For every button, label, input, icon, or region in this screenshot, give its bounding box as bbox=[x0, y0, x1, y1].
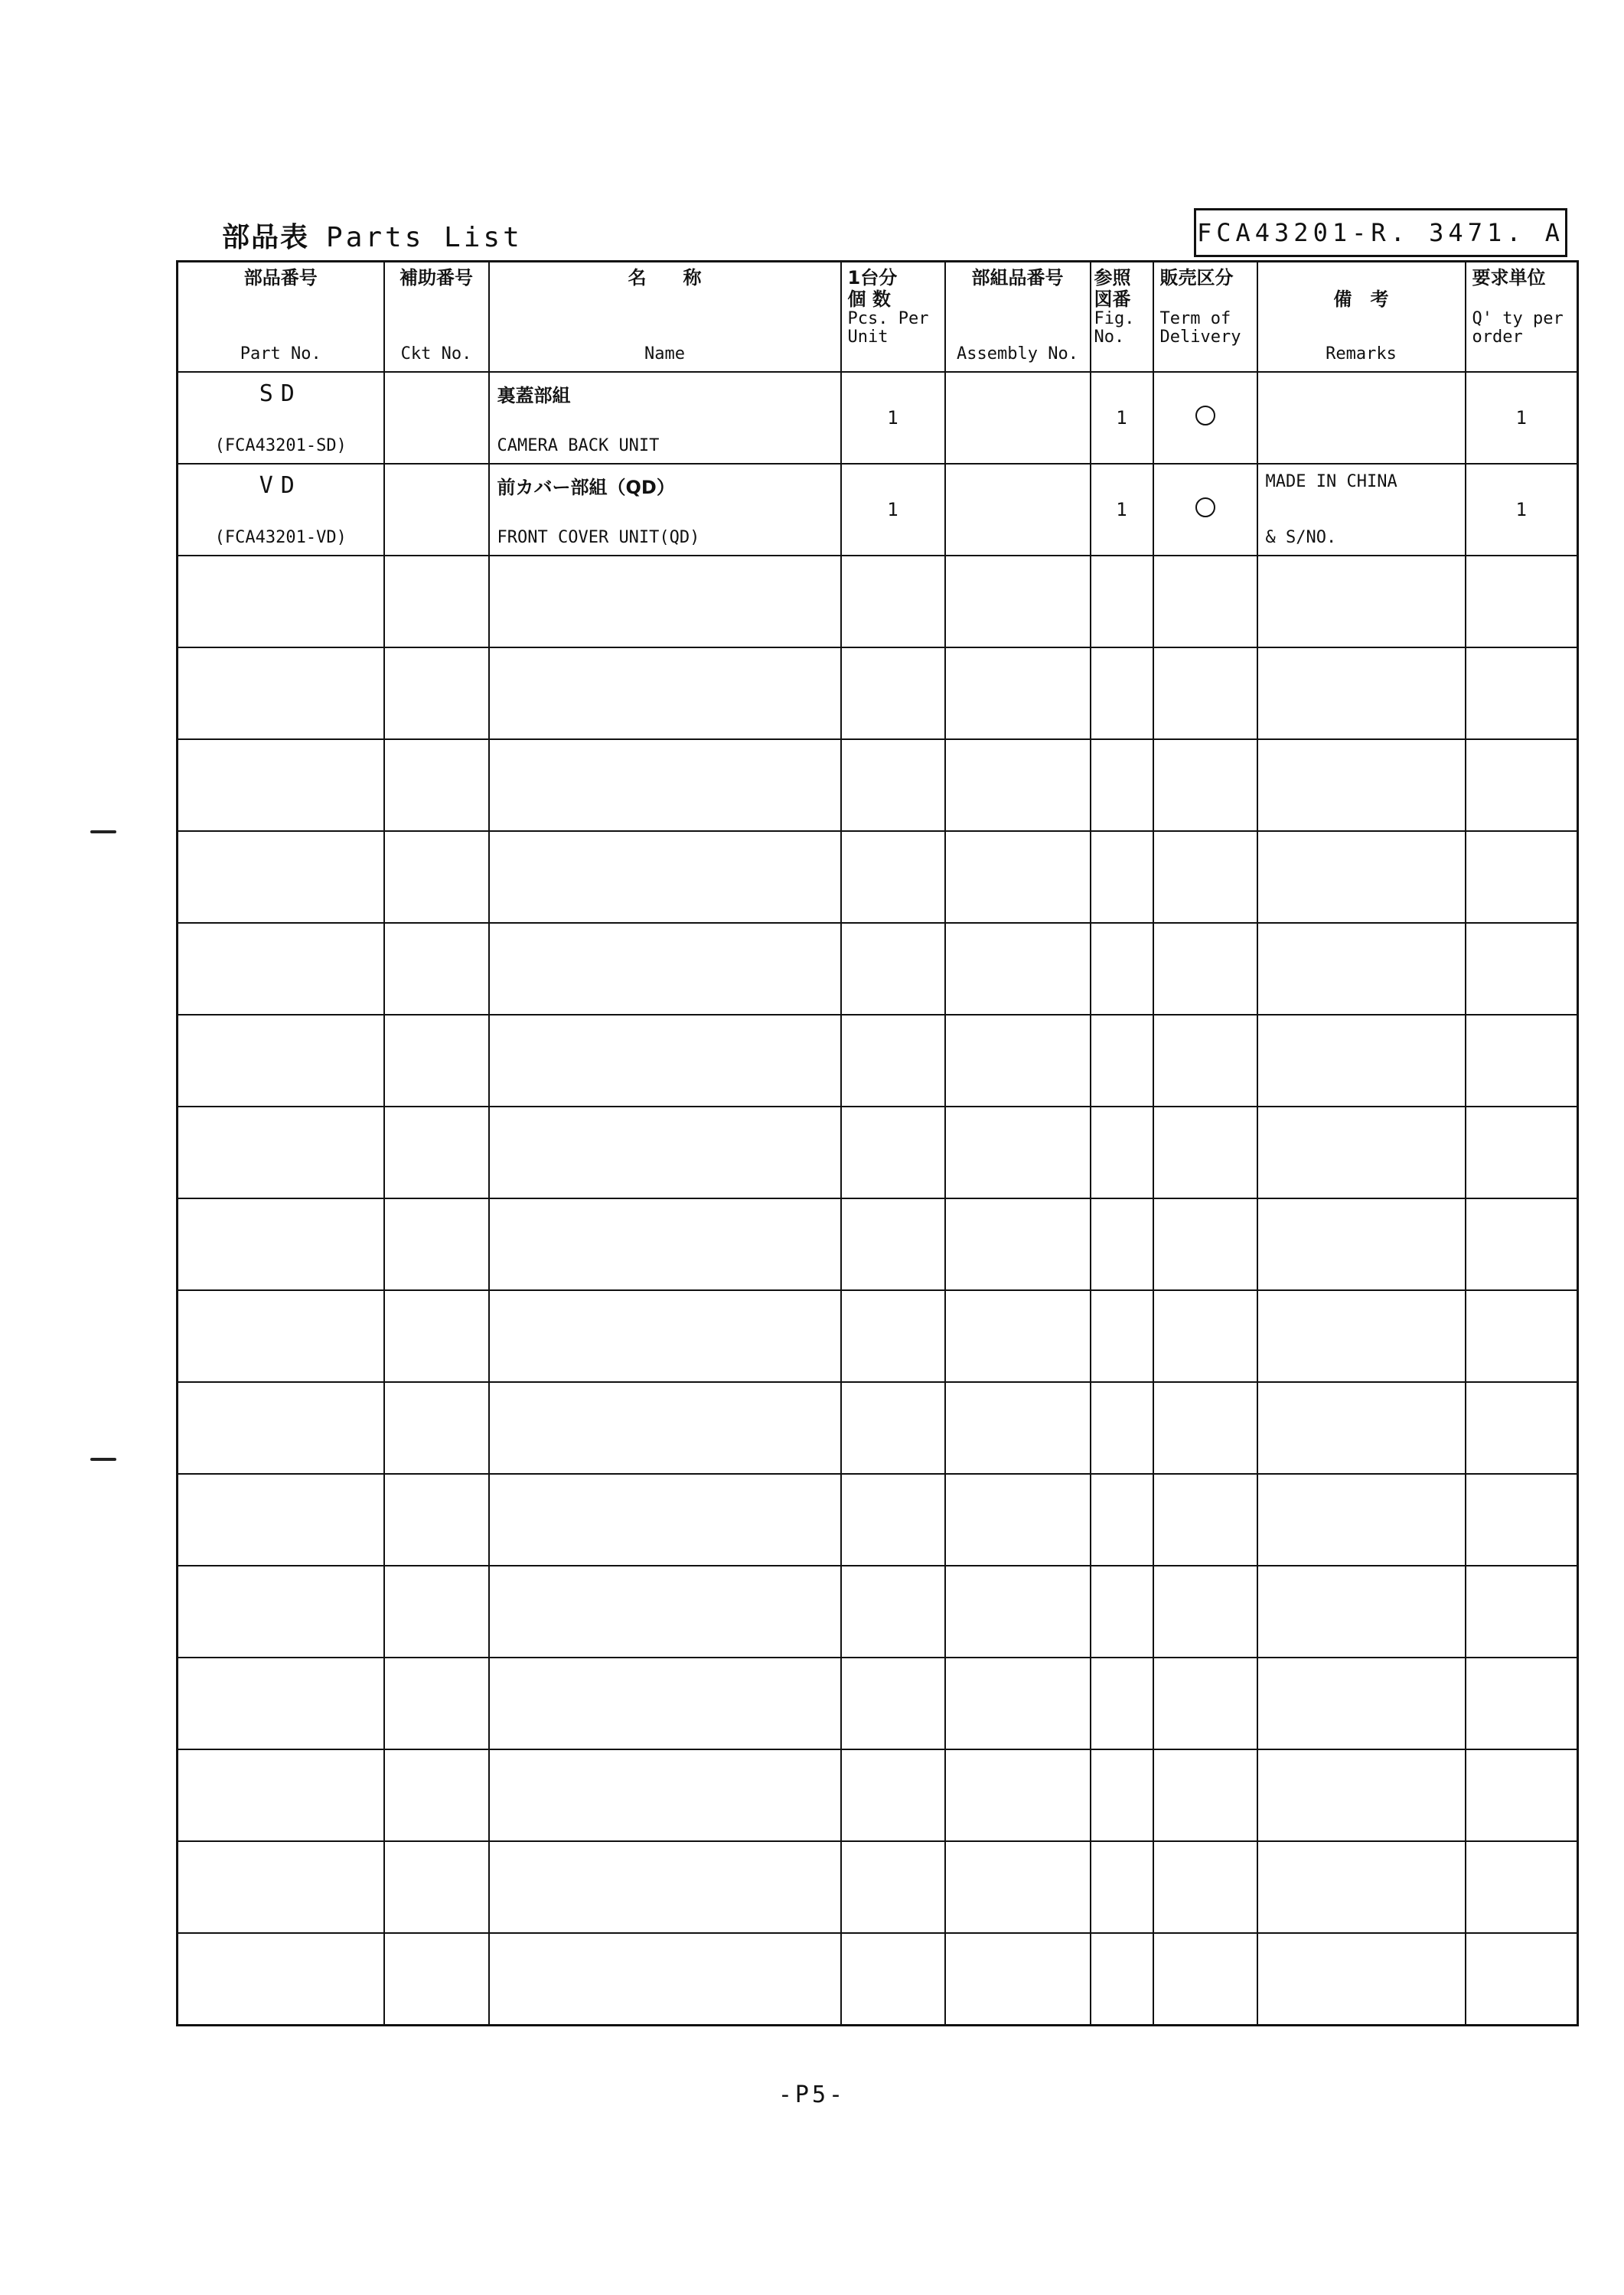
empty-cell bbox=[1091, 1749, 1153, 1841]
header-fig-en-2: No. bbox=[1094, 328, 1125, 347]
header-pcs-jp-1: 1台分 bbox=[847, 267, 898, 289]
part-full-number: (FCA43201-VD) bbox=[214, 528, 347, 547]
empty-cell bbox=[384, 1658, 489, 1749]
empty-cell bbox=[178, 1382, 384, 1474]
empty-cell bbox=[1257, 1658, 1466, 1749]
empty-cell bbox=[1153, 739, 1257, 831]
title-jp: 部品表 bbox=[222, 222, 310, 253]
empty-cell bbox=[841, 831, 945, 923]
header-delivery-en-2: Delivery bbox=[1159, 328, 1241, 347]
part-name-en: CAMERA BACK UNIT bbox=[497, 436, 660, 455]
empty-cell bbox=[384, 1474, 489, 1566]
empty-cell bbox=[1257, 831, 1466, 923]
empty-cell bbox=[1153, 923, 1257, 1015]
parts-table bbox=[176, 260, 1579, 2026]
ckt-no-cell bbox=[384, 372, 489, 464]
empty-cell bbox=[1091, 1658, 1153, 1749]
part-name-jp: 裏蓋部組 bbox=[497, 385, 571, 406]
empty-cell bbox=[945, 1198, 1091, 1290]
header-delivery-jp: 販売区分 bbox=[1159, 267, 1234, 289]
empty-cell bbox=[1257, 1841, 1466, 1933]
document-number: FCA43201-R. 3471. A bbox=[1194, 208, 1567, 257]
empty-cell bbox=[945, 556, 1091, 647]
empty-cell bbox=[1466, 1198, 1578, 1290]
empty-cell bbox=[1153, 1658, 1257, 1749]
empty-cell bbox=[1153, 1015, 1257, 1107]
empty-cell bbox=[178, 1566, 384, 1658]
empty-cell bbox=[945, 1566, 1091, 1658]
empty-cell bbox=[945, 1015, 1091, 1107]
empty-cell bbox=[489, 1841, 841, 1933]
empty-cell bbox=[489, 556, 841, 647]
header-name-jp: 名 称 bbox=[628, 267, 702, 289]
empty-cell bbox=[178, 556, 384, 647]
empty-cell bbox=[384, 556, 489, 647]
header-assembly-no bbox=[945, 262, 1091, 373]
fig-no-cell: 1 bbox=[1091, 464, 1153, 556]
empty-cell bbox=[945, 1382, 1091, 1474]
empty-cell bbox=[1466, 1107, 1578, 1198]
empty-cell bbox=[841, 1290, 945, 1382]
empty-cell bbox=[178, 1015, 384, 1107]
header-fig-en-1: Fig. bbox=[1094, 309, 1135, 328]
empty-cell bbox=[945, 1749, 1091, 1841]
part-name-en: FRONT COVER UNIT(QD) bbox=[497, 528, 700, 547]
empty-cell bbox=[1466, 1566, 1578, 1658]
empty-cell bbox=[841, 1107, 945, 1198]
empty-cell bbox=[1153, 1290, 1257, 1382]
empty-cell bbox=[489, 1474, 841, 1566]
empty-cell bbox=[1466, 647, 1578, 739]
empty-cell bbox=[1091, 923, 1153, 1015]
remarks-cell bbox=[1257, 372, 1466, 464]
empty-cell bbox=[841, 739, 945, 831]
header-qty-jp: 要求単位 bbox=[1472, 267, 1546, 289]
header-pcs-per-unit bbox=[841, 262, 945, 373]
empty-cell bbox=[1153, 1198, 1257, 1290]
table-row bbox=[178, 372, 1578, 464]
empty-cell bbox=[489, 647, 841, 739]
empty-cell bbox=[841, 1566, 945, 1658]
empty-cell bbox=[1257, 556, 1466, 647]
empty-cell bbox=[489, 1382, 841, 1474]
empty-cell bbox=[384, 647, 489, 739]
empty-cell bbox=[178, 739, 384, 831]
empty-cell bbox=[178, 1749, 384, 1841]
header-remarks-jp: 備 考 bbox=[1333, 289, 1389, 310]
header-pcs-en-2: Unit bbox=[847, 328, 889, 347]
empty-table-row bbox=[178, 1749, 1578, 1841]
empty-table-row bbox=[178, 556, 1578, 647]
empty-cell bbox=[841, 1841, 945, 1933]
empty-cell bbox=[1091, 1841, 1153, 1933]
empty-cell bbox=[178, 1658, 384, 1749]
empty-cell bbox=[178, 831, 384, 923]
empty-cell bbox=[489, 1658, 841, 1749]
part-name-jp: 前カバー部組（QD） bbox=[497, 477, 675, 498]
name-cell bbox=[489, 372, 841, 464]
empty-cell bbox=[178, 1107, 384, 1198]
empty-table-row bbox=[178, 923, 1578, 1015]
empty-cell bbox=[841, 1198, 945, 1290]
assembly-no-cell bbox=[945, 372, 1091, 464]
empty-table-row bbox=[178, 1015, 1578, 1107]
empty-cell bbox=[1257, 1290, 1466, 1382]
empty-cell bbox=[384, 1749, 489, 1841]
empty-cell bbox=[1091, 1566, 1153, 1658]
header-term-of-delivery bbox=[1153, 262, 1257, 373]
header-remarks-en: Remarks bbox=[1326, 344, 1397, 363]
empty-cell bbox=[841, 647, 945, 739]
empty-cell bbox=[1257, 1749, 1466, 1841]
delivery-cell bbox=[1153, 372, 1257, 464]
empty-cell bbox=[1257, 647, 1466, 739]
header-delivery-en-1: Term of bbox=[1159, 309, 1231, 328]
empty-cell bbox=[1466, 1382, 1578, 1474]
empty-cell bbox=[384, 1933, 489, 2026]
header-qty-en-1: Q' ty per bbox=[1472, 309, 1564, 328]
empty-cell bbox=[1153, 647, 1257, 739]
empty-cell bbox=[489, 1015, 841, 1107]
empty-cell bbox=[1091, 831, 1153, 923]
empty-cell bbox=[384, 1382, 489, 1474]
empty-cell bbox=[1466, 1749, 1578, 1841]
empty-cell bbox=[1466, 1933, 1578, 2026]
parts-table-body bbox=[178, 372, 1578, 2026]
empty-cell bbox=[178, 1290, 384, 1382]
empty-cell bbox=[841, 1382, 945, 1474]
empty-cell bbox=[945, 1933, 1091, 2026]
empty-cell bbox=[1153, 1474, 1257, 1566]
empty-cell bbox=[489, 1290, 841, 1382]
header-qty-en-2: order bbox=[1472, 328, 1523, 347]
empty-cell bbox=[178, 1841, 384, 1933]
empty-cell bbox=[1466, 1290, 1578, 1382]
empty-table-row bbox=[178, 739, 1578, 831]
title-en: Parts List bbox=[326, 222, 523, 253]
empty-cell bbox=[1257, 1933, 1466, 2026]
empty-table-row bbox=[178, 1566, 1578, 1658]
header-name-en: Name bbox=[644, 344, 685, 363]
empty-cell bbox=[178, 923, 384, 1015]
empty-cell bbox=[1466, 1841, 1578, 1933]
page-number: -P5- bbox=[778, 2081, 846, 2108]
empty-table-row bbox=[178, 1198, 1578, 1290]
empty-cell bbox=[1257, 1474, 1466, 1566]
empty-cell bbox=[489, 1566, 841, 1658]
empty-cell bbox=[1153, 1566, 1257, 1658]
qty-per-order-cell: 1 bbox=[1466, 372, 1578, 464]
ckt-no-cell bbox=[384, 464, 489, 556]
header-remarks bbox=[1257, 262, 1466, 373]
part-code: SD bbox=[259, 380, 302, 407]
page-title bbox=[222, 216, 523, 255]
empty-cell bbox=[1153, 556, 1257, 647]
empty-cell bbox=[945, 831, 1091, 923]
empty-cell bbox=[489, 923, 841, 1015]
qty-per-order-cell: 1 bbox=[1466, 464, 1578, 556]
empty-cell bbox=[1153, 1749, 1257, 1841]
name-cell bbox=[489, 464, 841, 556]
header-pcs-jp-2: 個 数 bbox=[847, 289, 891, 310]
empty-cell bbox=[1257, 1015, 1466, 1107]
empty-table-row bbox=[178, 1382, 1578, 1474]
empty-cell bbox=[1091, 647, 1153, 739]
empty-cell bbox=[1091, 1015, 1153, 1107]
header-part-no bbox=[178, 262, 384, 373]
empty-cell bbox=[1257, 923, 1466, 1015]
empty-cell bbox=[1466, 739, 1578, 831]
empty-cell bbox=[1153, 831, 1257, 923]
empty-cell bbox=[384, 1566, 489, 1658]
empty-cell bbox=[1466, 923, 1578, 1015]
empty-cell bbox=[841, 556, 945, 647]
fig-no-cell: 1 bbox=[1091, 372, 1153, 464]
empty-cell bbox=[1091, 1198, 1153, 1290]
empty-cell bbox=[1257, 1382, 1466, 1474]
empty-cell bbox=[945, 1107, 1091, 1198]
circle-mark-icon bbox=[1195, 497, 1215, 517]
empty-cell bbox=[489, 1933, 841, 2026]
header-pcs-en-1: Pcs. Per bbox=[847, 309, 929, 328]
empty-cell bbox=[489, 831, 841, 923]
empty-cell bbox=[1466, 556, 1578, 647]
empty-cell bbox=[1466, 1015, 1578, 1107]
header-part-no-jp: 部品番号 bbox=[243, 267, 318, 289]
header-row bbox=[178, 262, 1578, 373]
empty-cell bbox=[1257, 1566, 1466, 1658]
delivery-cell bbox=[1153, 464, 1257, 556]
empty-cell bbox=[178, 1474, 384, 1566]
empty-cell bbox=[489, 1749, 841, 1841]
assembly-no-cell bbox=[945, 464, 1091, 556]
empty-cell bbox=[841, 1749, 945, 1841]
empty-cell bbox=[1153, 1841, 1257, 1933]
empty-cell bbox=[1466, 1658, 1578, 1749]
empty-cell bbox=[489, 739, 841, 831]
header-part-no-en: Part No. bbox=[240, 344, 321, 363]
header-ckt-no-en: Ckt No. bbox=[400, 344, 472, 363]
header-ckt-no-jp: 補助番号 bbox=[399, 267, 473, 289]
empty-cell bbox=[1257, 1107, 1466, 1198]
empty-cell bbox=[384, 1107, 489, 1198]
empty-cell bbox=[1091, 739, 1153, 831]
header-fig-jp-1: 参照 bbox=[1094, 267, 1131, 289]
empty-cell bbox=[945, 1658, 1091, 1749]
empty-cell bbox=[945, 1290, 1091, 1382]
empty-cell bbox=[1153, 1107, 1257, 1198]
empty-table-row bbox=[178, 1658, 1578, 1749]
header-assembly-jp: 部組品番号 bbox=[971, 267, 1064, 289]
empty-cell bbox=[841, 1015, 945, 1107]
part-full-number: (FCA43201-SD) bbox=[214, 436, 347, 455]
empty-cell bbox=[489, 1198, 841, 1290]
empty-cell bbox=[384, 1841, 489, 1933]
header-assembly-en: Assembly No. bbox=[957, 344, 1078, 363]
empty-table-row bbox=[178, 1841, 1578, 1933]
empty-cell bbox=[384, 739, 489, 831]
empty-cell bbox=[1257, 1198, 1466, 1290]
empty-table-row bbox=[178, 1474, 1578, 1566]
empty-cell bbox=[1091, 1933, 1153, 2026]
empty-cell bbox=[841, 1474, 945, 1566]
binding-mark bbox=[90, 830, 116, 833]
empty-cell bbox=[178, 1198, 384, 1290]
header-ckt-no bbox=[384, 262, 489, 373]
empty-cell bbox=[841, 1933, 945, 2026]
circle-mark-icon bbox=[1195, 406, 1215, 425]
empty-cell bbox=[1091, 1382, 1153, 1474]
empty-cell bbox=[945, 923, 1091, 1015]
remarks-line-2: & S/NO. bbox=[1265, 528, 1337, 547]
empty-cell bbox=[1091, 1474, 1153, 1566]
table-row bbox=[178, 464, 1578, 556]
empty-cell bbox=[178, 1933, 384, 2026]
header-qty-per-order bbox=[1466, 262, 1578, 373]
part-no-cell bbox=[178, 372, 384, 464]
empty-cell bbox=[945, 1474, 1091, 1566]
pcs-per-unit-cell: 1 bbox=[841, 372, 945, 464]
header-fig-no bbox=[1091, 262, 1153, 373]
empty-table-row bbox=[178, 647, 1578, 739]
empty-cell bbox=[945, 739, 1091, 831]
empty-table-row bbox=[178, 1107, 1578, 1198]
empty-cell bbox=[384, 831, 489, 923]
empty-table-row bbox=[178, 831, 1578, 923]
empty-cell bbox=[1091, 556, 1153, 647]
empty-cell bbox=[384, 923, 489, 1015]
empty-cell bbox=[384, 1198, 489, 1290]
empty-cell bbox=[1091, 1107, 1153, 1198]
binding-mark bbox=[90, 1458, 116, 1461]
empty-cell bbox=[841, 923, 945, 1015]
empty-cell bbox=[1466, 1474, 1578, 1566]
empty-cell bbox=[1153, 1382, 1257, 1474]
empty-cell bbox=[1257, 739, 1466, 831]
header-name bbox=[489, 262, 841, 373]
remarks-cell bbox=[1257, 464, 1466, 556]
empty-cell bbox=[489, 1107, 841, 1198]
empty-cell bbox=[945, 647, 1091, 739]
empty-table-row bbox=[178, 1290, 1578, 1382]
empty-cell bbox=[384, 1290, 489, 1382]
empty-cell bbox=[1091, 1290, 1153, 1382]
empty-cell bbox=[1153, 1933, 1257, 2026]
empty-cell bbox=[841, 1658, 945, 1749]
part-no-cell bbox=[178, 464, 384, 556]
empty-cell bbox=[178, 647, 384, 739]
remarks-line-1: MADE IN CHINA bbox=[1265, 472, 1397, 491]
empty-table-row bbox=[178, 1933, 1578, 2026]
pcs-per-unit-cell: 1 bbox=[841, 464, 945, 556]
part-code: VD bbox=[259, 472, 302, 499]
header-fig-jp-2: 図番 bbox=[1094, 289, 1131, 310]
empty-cell bbox=[384, 1015, 489, 1107]
empty-cell bbox=[945, 1841, 1091, 1933]
empty-cell bbox=[1466, 831, 1578, 923]
